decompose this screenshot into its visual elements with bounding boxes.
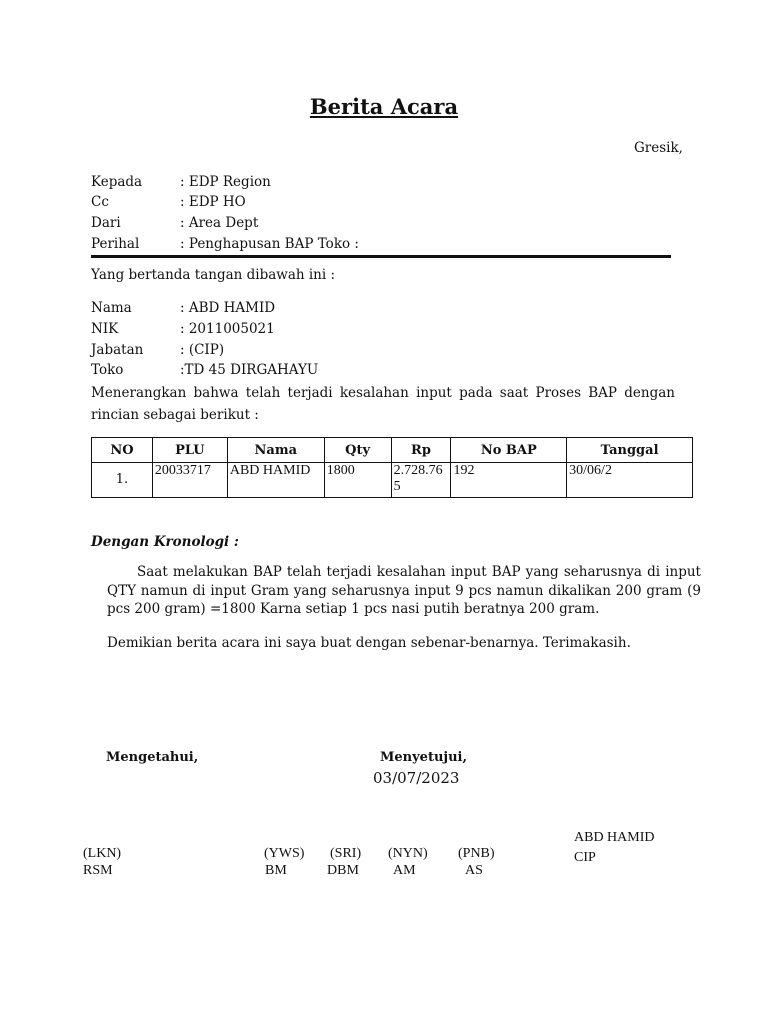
table-row (92, 463, 693, 498)
header-label-cc: Cc (91, 194, 109, 210)
cell-nama: ABD HAMID (227, 463, 324, 498)
header-label-dari: Dari (91, 215, 121, 231)
signatory-initials-yws: (YWS) (264, 846, 305, 861)
column-header-rp: Rp (391, 438, 451, 463)
header-label-perihal: Perihal (91, 236, 140, 252)
signatory-initials-sri: (SRI) (330, 846, 362, 861)
header-value-kepada: : EDP Region (180, 174, 271, 190)
header-value-dari: : Area Dept (180, 215, 259, 231)
signer-label-toko: Toko (91, 362, 124, 378)
chronology-title: Dengan Kronologi : (91, 534, 239, 550)
closing-text: Demikian berita acara ini saya buat dengan sebenar-benarnya. Terimakasih. (107, 635, 631, 651)
place-label: Gresik, (634, 140, 683, 156)
header-value-cc: : EDP HO (180, 194, 246, 210)
signatory-initials-lkn: (LKN) (83, 846, 122, 861)
cell-qty: 1800 (324, 463, 391, 498)
bap-table (91, 437, 693, 498)
statement-text: Menerangkan bahwa telah terjadi kesalahan input pada saat Proses BAP dengan rincian sebagai berikut : (91, 385, 675, 423)
signer-role: CIP (574, 850, 596, 865)
column-header-plu: PLU (152, 438, 227, 463)
known-label: Mengetahui, (106, 750, 199, 765)
header-label-kepada: Kepada (91, 174, 143, 190)
cell-no-bap: 192 (451, 463, 567, 498)
column-header-tanggal: Tanggal (567, 438, 693, 463)
signer-value-nama: : ABD HAMID (180, 300, 276, 316)
column-header-no-bap: No BAP (451, 438, 567, 463)
signer-name: ABD HAMID (574, 830, 655, 845)
signatory-role-dbm: DBM (327, 863, 359, 878)
signatory-initials-pnb: (PNB) (458, 846, 495, 861)
column-header-qty: Qty (324, 438, 391, 463)
signatory-role-rsm: RSM (83, 863, 113, 878)
cell-plu: 20033717 (152, 463, 227, 498)
cell-tanggal: 30/06/2 (567, 463, 693, 498)
cell-rp: 2.728.765 (391, 463, 451, 498)
signer-label-nik: NIK (91, 321, 119, 337)
document-title: Berita Acara (309, 94, 459, 119)
signatory-role-am: AM (393, 863, 416, 878)
signer-label-jabatan: Jabatan (91, 342, 144, 358)
signature-date: 03/07/2023 (373, 769, 460, 787)
header-value-perihal: : Penghapusan BAP Toko : (180, 236, 359, 252)
column-header-no: NO (92, 438, 153, 463)
chronology-text: Saat melakukan BAP telah terjadi kesalahan input BAP yang seharusnya di input QTY namun di input Gram yang seharusnya input 9 pcs namun dikalikan 200 gram (9 pcs 200 gram) =1800 Karna setiap 1 pcs nasi putih beratnya 200 gram. (107, 564, 701, 617)
signatory-initials-nyn: (NYN) (388, 846, 428, 861)
signer-value-nik: : 2011005021 (180, 321, 275, 337)
signer-value-jabatan: : (CIP) (180, 342, 225, 358)
signer-value-toko: :TD 45 DIRGAHAYU (180, 362, 319, 378)
table-header-row (92, 438, 693, 463)
column-header-nama: Nama (227, 438, 324, 463)
signatory-role-as: AS (465, 863, 483, 878)
cell-no: 1. (92, 463, 153, 498)
signer-label-nama: Nama (91, 300, 132, 316)
signatory-role-bm: BM (265, 863, 287, 878)
header-divider (91, 255, 671, 258)
approved-label: Menyetujui, (380, 750, 468, 765)
intro-text: Yang bertanda tangan dibawah ini : (91, 267, 336, 283)
